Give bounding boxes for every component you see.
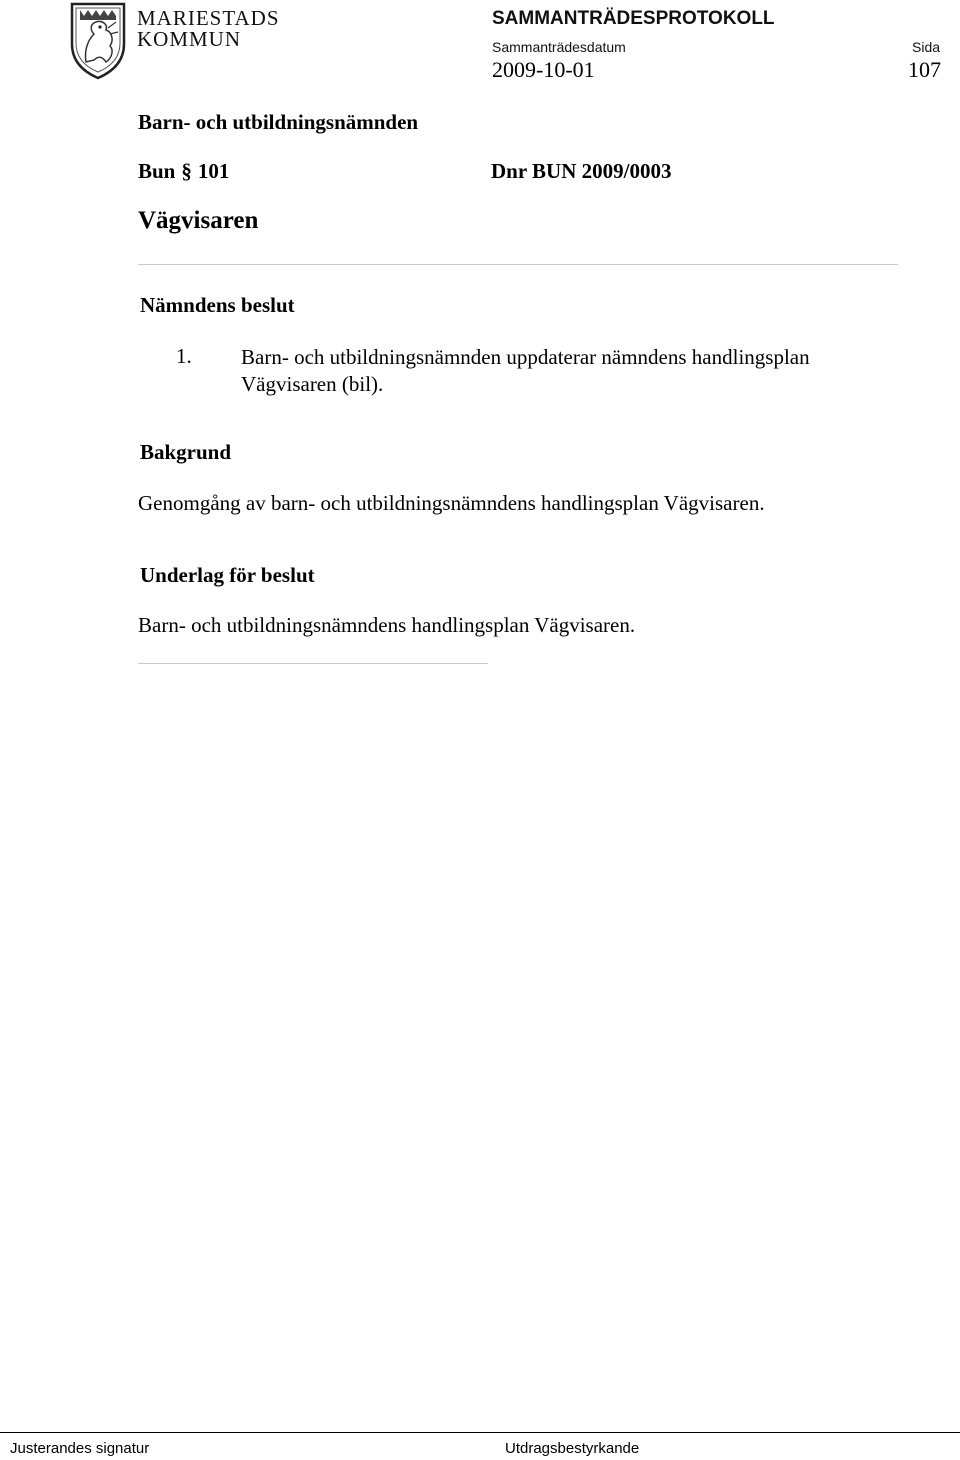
paragraph-prefix: Bun bbox=[138, 159, 176, 183]
document-type: SAMMANTRÄDESPROTOKOLL bbox=[492, 8, 775, 29]
logo-line-1: MARIESTADS bbox=[137, 6, 280, 30]
decision-item-text: Barn- och utbildningsnämnden uppdaterar nämndens handlingsplan Vägvisaren (bil). bbox=[241, 345, 810, 396]
diary-number: Dnr BUN 2009/0003 bbox=[491, 159, 672, 183]
page-number: 107 bbox=[908, 57, 941, 82]
basis-text: Barn- och utbildningsnämndens handlingsplan Vägvisaren. bbox=[138, 613, 636, 637]
meeting-date-value: 2009-10-01 bbox=[492, 57, 595, 82]
certification-label: Utdragsbestyrkande bbox=[505, 1440, 640, 1457]
paragraph-number: 101 bbox=[197, 159, 230, 183]
meeting-date-label: Sammanträdesdatum bbox=[492, 39, 626, 55]
committee-name: Barn- och utbildningsnämnden bbox=[138, 110, 419, 134]
background-text: Genomgång av barn- och utbildningsnämndens handlingsplan Vägvisaren. bbox=[138, 491, 765, 515]
background-heading: Bakgrund bbox=[140, 440, 232, 464]
paragraph-reference bbox=[138, 159, 229, 184]
title-divider bbox=[138, 264, 898, 265]
footer-divider bbox=[0, 1432, 960, 1433]
municipality-logo-text bbox=[137, 8, 280, 50]
decision-item-number: 1. bbox=[176, 344, 192, 368]
section-sign: § bbox=[181, 159, 192, 183]
municipality-coat-of-arms-icon bbox=[68, 0, 128, 80]
signature-label: Justerandes signatur bbox=[10, 1440, 150, 1457]
matter-title: Vägvisaren bbox=[138, 207, 259, 234]
page-label: Sida bbox=[912, 39, 941, 55]
basis-heading: Underlag för beslut bbox=[140, 563, 315, 587]
end-divider bbox=[138, 663, 488, 664]
decision-heading: Nämndens beslut bbox=[140, 293, 295, 317]
logo-line-2: KOMMUN bbox=[137, 27, 242, 51]
